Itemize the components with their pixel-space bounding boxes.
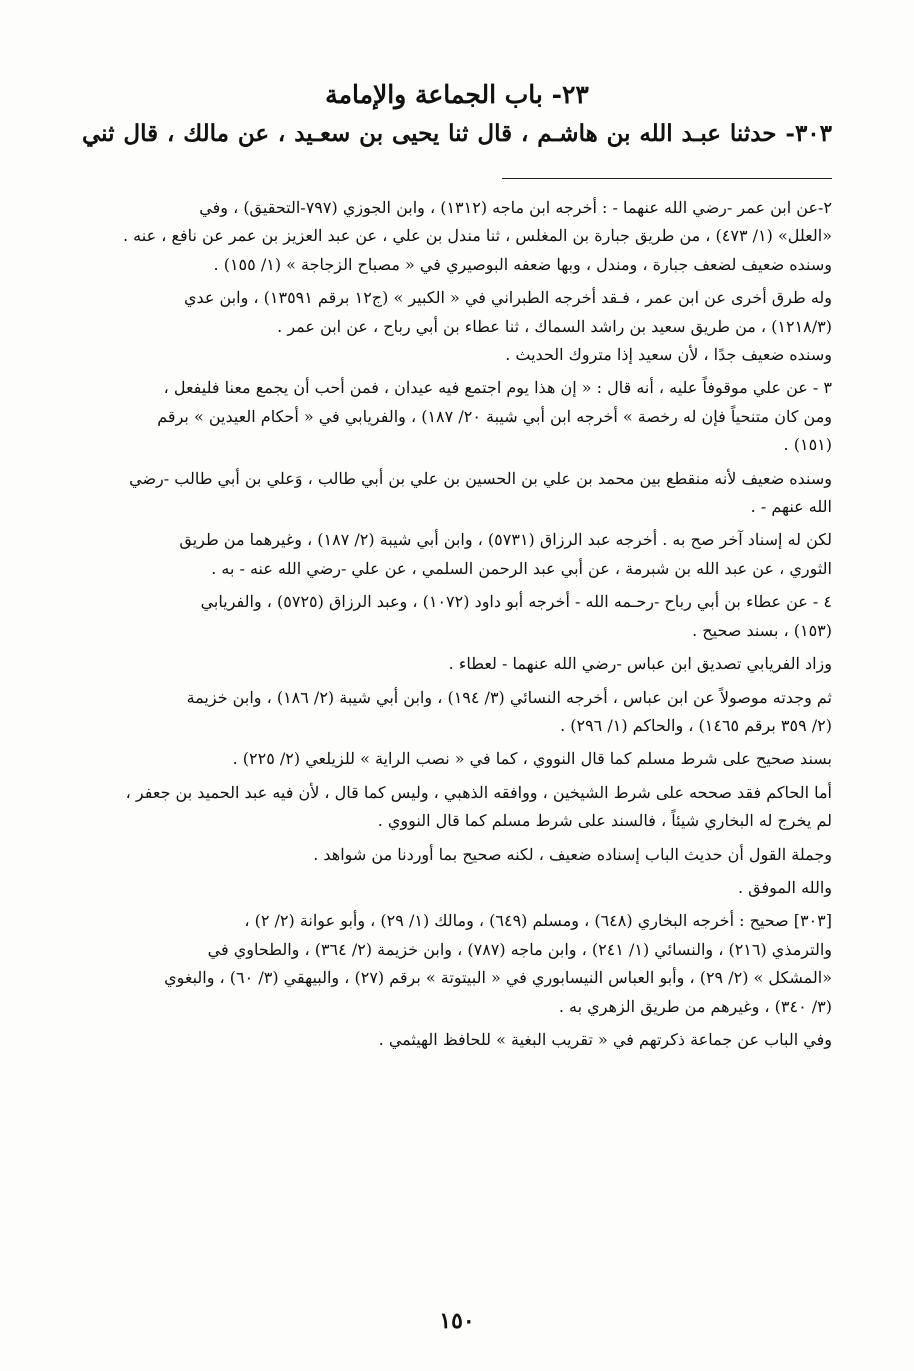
footnote-line: أما الحاكم فقد صححه على شرط الشيخين ، ووافقه الذهبي ، وليس كما قال ، لأن فيه عبد الحميد بن جعفر ، (125, 782, 832, 802)
footnote-line: ومن كان متنحياً فإن له رخصة » أخرجه ابن أبي شيبة ٢٠/ ١٨٧) ، والفريابي في « أحكام العيدين » برقم (157, 406, 832, 426)
footnote-line: ٤ - عن عطاء بن أبي رباح -رحـمه الله - أخرجه أبو داود (١٠٧٢) ، وعبد الرزاق (٥٧٢٥) ، والفريابي (200, 592, 832, 612)
footnote-paragraph (80, 588, 832, 645)
footnote-paragraph (80, 1026, 832, 1054)
footnote-line: (١٥٣) ، بسند صحيح . (692, 620, 832, 640)
footnote-line: «المشكل » (٢/ ٢٩) ، وأبو العباس النيسابوري في « البيتوتة » برقم (٢٧) ، والبيهقي (٣/ ٦٠) ، والبغوي (164, 968, 832, 988)
footnote-line: وسنده ضعيف لضعف جبارة ، ومندل ، وبها ضعفه البوصيري في « مصباح الزجاجة » (١/ ١٥٥) . (213, 254, 832, 274)
footnote-paragraph (80, 779, 832, 836)
footnote-paragraph (80, 841, 832, 869)
footnote-paragraph (80, 745, 832, 773)
footnote-line: لم يخرج له البخاري شيئاً ، فالسند على شرط مسلم كما قال النووي . (377, 811, 832, 831)
footnote-paragraph (80, 650, 832, 678)
footnote-line: والترمذي (٢١٦) ، والنسائي (١/ ٢٤١) ، وابن ماجه (٧٨٧) ، وابن خزيمة (٢/ ٣٦٤) ، والطحاوي في (207, 939, 832, 959)
footnote-divider (502, 178, 832, 179)
footnote-line: ٢-عن ابن عمر -رضي الله عنهما - : أخرجه ابن ماجه (١٣١٢) ، وابن الجوزي (٧٩٧-التحقيق) ، وفي (199, 198, 832, 217)
footnote-line: ثم وجدته موصولاً عن ابن عباس ، أخرجه النسائي (٣/ ١٩٤) ، وابن أبي شيبة (٢/ ١٨٦) ، وابن خزيمة (186, 687, 832, 707)
footnote-paragraph (80, 284, 832, 369)
footnote-paragraph (80, 526, 832, 583)
footnote-line: وسنده ضعيف جدًا ، لأن سعيد إذا متروك الحديث . (505, 345, 832, 365)
footnote-line: [٣٠٣] صحيح : أخرجه البخاري (٦٤٨) ، ومسلم (٦٤٩) ، ومالك (١/ ٢٩) ، وأبو عوانة (٢/ ٢) ، (244, 911, 832, 931)
chapter-heading: ٢٣- باب الجماعة والإمامة (325, 80, 589, 109)
footnote-paragraph (80, 194, 832, 279)
footnote-line: لكن له إسناد آخر صح به . أخرجه عبد الرزاق (٥٧٣١) ، وابن أبي شيبة (٢/ ١٨٧) ، وغيرهما من طريق (179, 530, 832, 550)
footnote-line: ٣ - عن علي موقوفاً عليه ، أنه قال : « إن هذا يوم اجتمع فيه عيدان ، فمن أحب أن يجمع معنا فليفعل ، (163, 378, 832, 398)
footnote-line: وزاد الفريابي تصديق ابن عباس -رضي الله عنهما - لعطاء . (448, 654, 832, 674)
footnote-line: وفي الباب عن جماعة ذكرتهم في « تقريب البغية » للحافظ الهيثمي . (378, 1029, 832, 1049)
footnote-line: بسند صحيح على شرط مسلم كما قال النووي ، كما في « نصب الراية » للزيلعي (٢/ ٢٢٥) . (232, 749, 832, 769)
footnote-line: والله الموفق . (737, 877, 832, 897)
footnote-line: (١٥١) . (783, 435, 832, 455)
hadith-text: ٣٠٣- حدثنا عبـد الله بن هاشـم ، قال ثنا يحيى بن سعـيد ، عن مالك ، قال ثني (82, 120, 832, 147)
footnote-line: الثوري ، عن عبد الله بن شبرمة ، عن أبي عبد الرحمن السلمي ، عن علي -رضي الله عنه - به . (211, 558, 832, 578)
footnote-paragraph (80, 374, 832, 459)
footnote-paragraph (80, 465, 832, 522)
footnote-paragraph (80, 907, 832, 1021)
footnote-line: (٢/ ٣٥٩ برقم ١٤٦٥) ، والحاكم (١/ ٢٩٦) . (560, 715, 832, 735)
page-number: ١٥٠ (439, 1308, 475, 1334)
footnote-line: وسنده ضعيف لأنه منقطع بين محمد بن علي بن الحسين بن علي بن أبي طالب ، وَعلي بن أبي طالب -رضي (129, 468, 832, 488)
footnotes (80, 194, 832, 1059)
footnote-line: الله عنهم - . (750, 497, 832, 517)
footnote-line: «العلل» (١/ ٤٧٣) ، من طريق جبارة بن المغلس ، ثنا مندل بن علي ، عن عبد العزيز بن عمر عن نافع ، عنه . (123, 226, 832, 246)
footnote-line: (٣/ ٣٤٠) ، وغيرهم من طريق الزهري به . (558, 996, 832, 1016)
footnote-line: وجملة القول أن حديث الباب إسناده ضعيف ، لكنه صحيح بما أوردنا من شواهد . (313, 844, 832, 864)
footnote-paragraph (80, 874, 832, 902)
footnote-line: (١٢١٨/٣) ، من طريق سعيد بن راشد السماك ، ثنا عطاء بن أبي رباح ، عن ابن عمر . (277, 316, 832, 336)
footnote-paragraph (80, 684, 832, 741)
footnote-line: وله طرق أخرى عن ابن عمر ، فـقد أخرجه الطبراني في « الكبير » (ج١٢ برقم ١٣٥٩١) ، وابن عدي (183, 288, 832, 308)
